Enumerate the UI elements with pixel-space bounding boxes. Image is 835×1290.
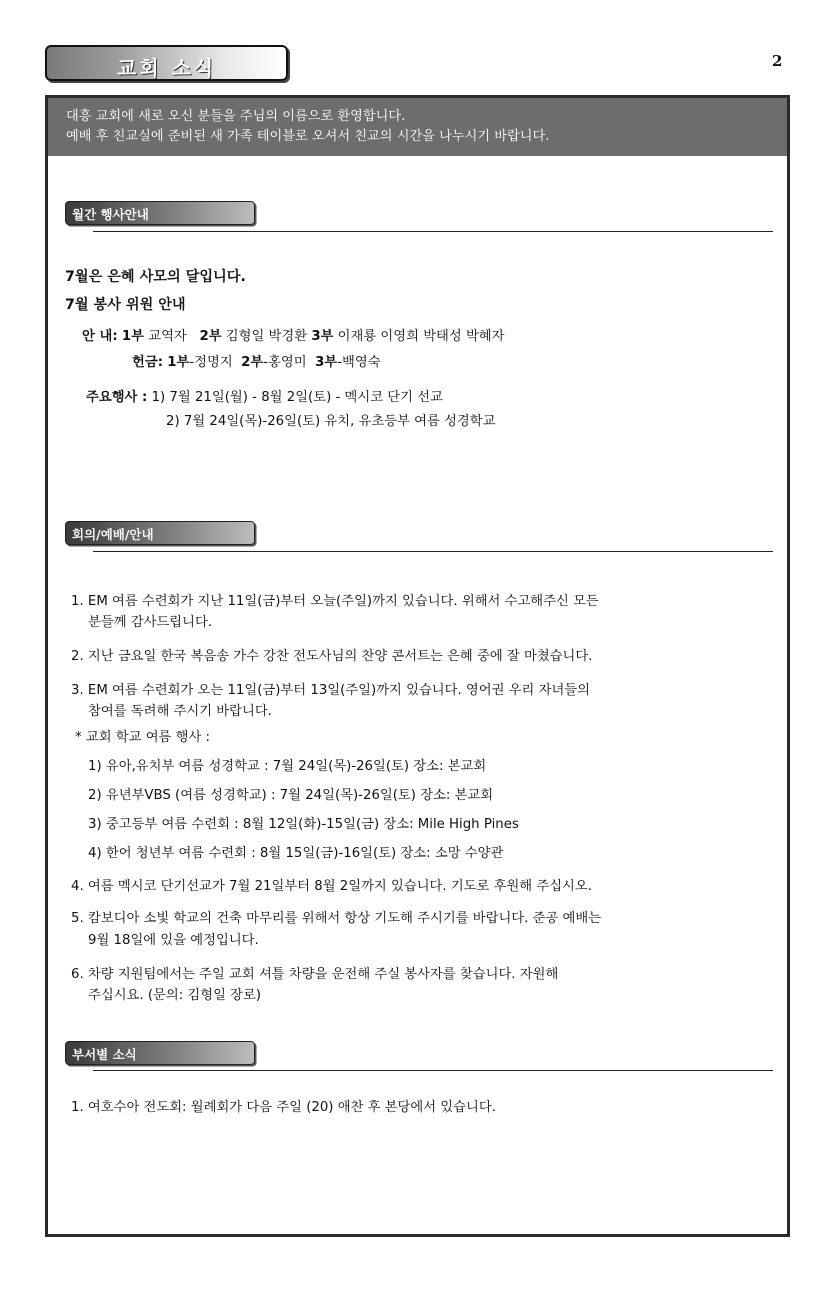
offering-value-3: -백영숙 xyxy=(337,355,381,370)
meeting-item: 분들께 감사드립니다. xyxy=(88,615,213,630)
section-title: 교회 소식 xyxy=(117,56,217,80)
guide-value-3: 이재룡 이영희 박태성 박혜자 xyxy=(337,329,505,344)
offering-part-1: 1부 xyxy=(167,355,190,370)
guide-part-3: 3부 xyxy=(311,329,334,344)
events-label: 주요행사 : xyxy=(86,390,148,405)
welcome-banner xyxy=(48,98,787,156)
offering-value-1: -정명지 xyxy=(189,355,233,370)
meeting-item: 2) 유년부VBS (여름 성경학교) : 7월 24일(목)-26일(토) 장소: 본교회 xyxy=(88,788,494,803)
events-line-1 xyxy=(86,386,443,405)
meeting-item: 주십시요. (문의: 김형일 장로) xyxy=(88,988,262,1003)
meeting-item: * 교회 학교 여름 행사 : xyxy=(75,730,211,745)
section-title-tab xyxy=(45,45,288,81)
monthly-title-2: 7월 봉사 위원 안내 xyxy=(65,297,186,313)
welcome-line-2: 예배 후 친교실에 준비된 새 가족 테이블로 오셔서 친교의 시간을 나누시기 바랍니다. xyxy=(66,129,550,144)
content-frame xyxy=(45,95,790,1237)
offering-value-2: -홍영미 xyxy=(263,355,307,370)
guide-line xyxy=(82,325,505,344)
meeting-divider xyxy=(93,551,773,552)
welcome-line-1: 대흥 교회에 새로 오신 분들을 주님의 이름으로 환영합니다. xyxy=(66,109,406,124)
dept-item: 1. 여호수아 전도회: 월례회가 다음 주일 (20) 애찬 후 본당에서 있습니다. xyxy=(71,1100,496,1115)
meeting-item: 1) 유아,유치부 여름 성경학교 : 7월 24일(목)-26일(토) 장소: 본교회 xyxy=(88,759,487,774)
guide-label: 안 내: xyxy=(82,329,118,344)
meeting-item: 참여를 독려해 주시기 바랍니다. xyxy=(88,704,272,719)
guide-part-2: 2부 xyxy=(199,329,222,344)
monthly-title-1: 7월은 은혜 사모의 달입니다. xyxy=(65,269,246,285)
event-2: 2) 7월 24일(목)-26일(토) 유치, 유초등부 여름 성경학교 xyxy=(166,414,496,429)
meeting-item: 4) 한어 청년부 여름 수련회 : 8월 15일(금)-16일(토) 장소: 소망 수양관 xyxy=(88,846,504,861)
guide-part-1: 1부 xyxy=(121,329,144,344)
offering-line xyxy=(132,351,381,370)
meeting-heading-tab xyxy=(65,521,255,545)
monthly-heading: 월간 행사안내 xyxy=(72,207,149,222)
meeting-item: 9월 18일에 있을 예정입니다. xyxy=(88,933,259,948)
guide-value-1: 교역자 xyxy=(148,329,187,344)
offering-label: 헌금: xyxy=(132,355,164,370)
offering-part-2: 2부 xyxy=(241,355,264,370)
meeting-heading: 회의/예배/안내 xyxy=(72,527,154,542)
guide-value-2: 김형일 박경환 xyxy=(225,329,308,344)
dept-divider xyxy=(93,1070,773,1071)
meeting-item: 2. 지난 금요일 한국 복음송 가수 강찬 전도사님의 찬양 콘서트는 은혜 중에 잘 마쳤습니다. xyxy=(71,649,593,664)
meeting-item: 4. 여름 멕시코 단기선교가 7월 21일부터 8월 2일까지 있습니다. 기도로 후원해 주십시오. xyxy=(71,879,592,894)
monthly-divider xyxy=(93,231,773,232)
page-number: 2 xyxy=(772,52,783,70)
event-1: 1) 7월 21일(월) - 8월 2일(토) - 멕시코 단기 선교 xyxy=(151,390,443,405)
offering-part-3: 3부 xyxy=(315,355,338,370)
dept-heading-tab xyxy=(65,1041,255,1065)
meeting-item: 6. 차량 지원팀에서는 주일 교회 셔틀 차량을 운전해 주실 봉사자를 찾습니다. 자원해 xyxy=(71,967,559,982)
meeting-item: 5. 캄보디아 소빛 학교의 건축 마무리를 위해서 항상 기도해 주시기를 바랍니다. 준공 예배는 xyxy=(71,911,602,926)
meeting-item: 3) 중고등부 여름 수련회 : 8월 12일(화)-15일(금) 장소: Mile High Pines xyxy=(88,817,519,832)
dept-heading: 부서별 소식 xyxy=(72,1047,137,1062)
meeting-item: 3. EM 여름 수련회가 오는 11일(금)부터 13일(주일)까지 있습니다. 영어권 우리 자녀들의 xyxy=(71,683,590,698)
meeting-item: 1. EM 여름 수련회가 지난 11일(금)부터 오늘(주일)까지 있습니다. 위해서 수고해주신 모든 xyxy=(71,594,599,609)
monthly-heading-tab xyxy=(65,201,255,225)
